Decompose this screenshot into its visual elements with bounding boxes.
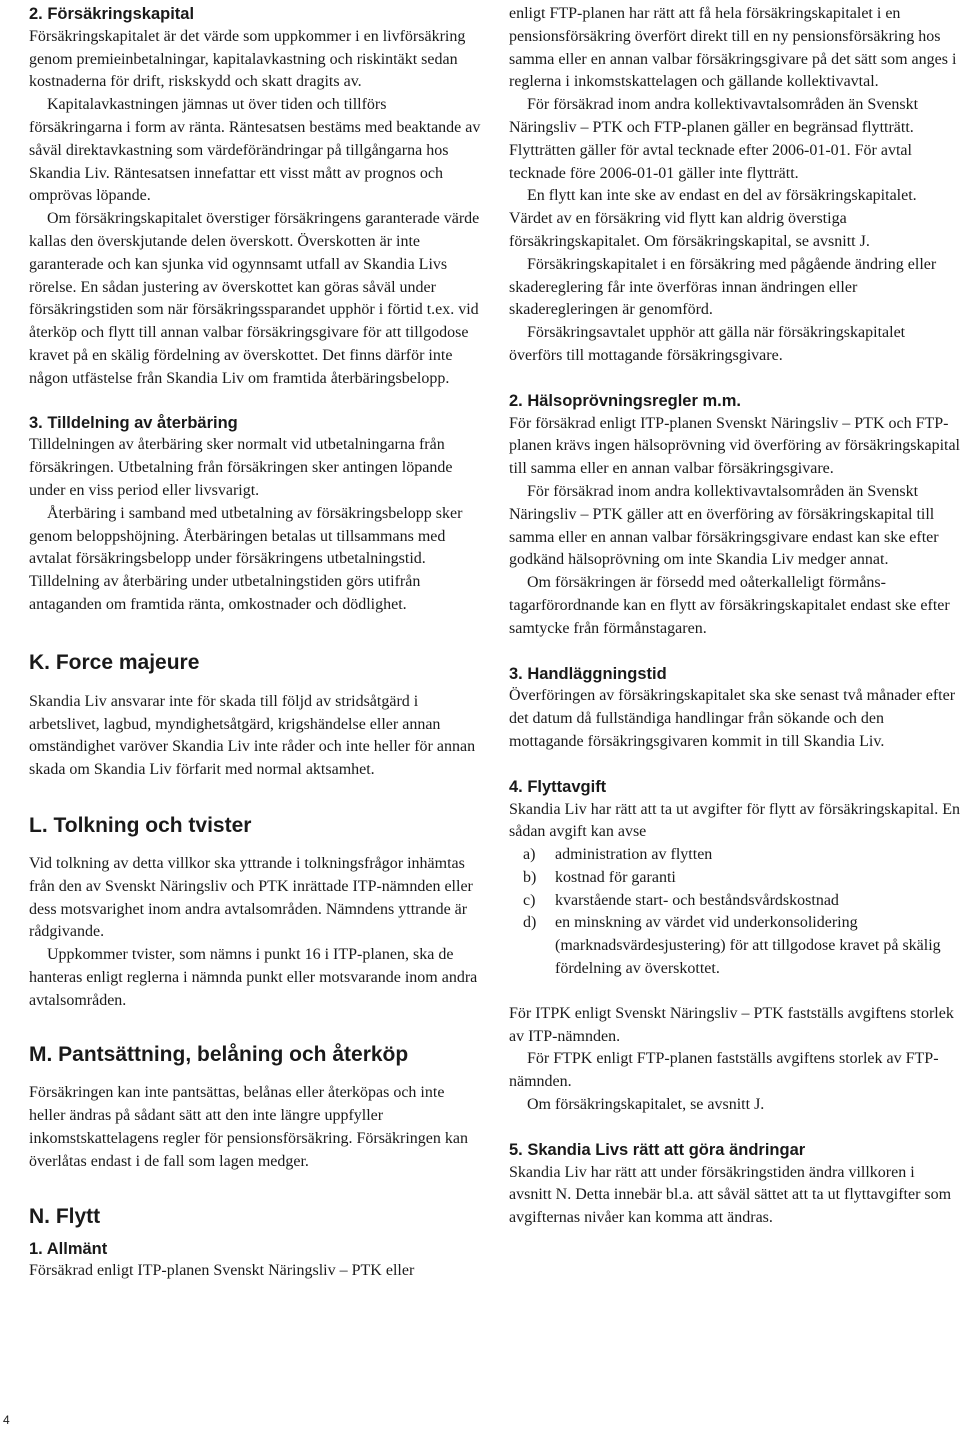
- list-item-text: administration av flytten: [555, 846, 713, 864]
- section-n1-paragraph: En flytt kan inte ske av endast en del av försäkringskapitalet. Värdet av en försäkring vid flytt kan aldrig överstiga försäkringskapitalet. Om försäkringskapital, se avsnitt J.: [509, 187, 917, 250]
- list-item-label: d): [523, 914, 537, 932]
- section-n4-paragraph: Skandia Liv har rätt att ta ut avgifter för flytt av försäkringskapital. En sådan avgift kan avse: [509, 800, 960, 841]
- section-3-heading: 3. Tilldelning av återbäring: [29, 413, 238, 432]
- section-n1-paragraph: Försäkringsavtalet upphör att gälla när försäkringskapitalet överförs till mottagande försäkringsgivare.: [509, 324, 906, 364]
- section-n1-heading: 1. Allmänt: [29, 1239, 108, 1258]
- section-n2-heading: 2. Hälsoprövningsregler m.m.: [509, 391, 741, 410]
- section-2-paragraph: Om försäkringskapitalet överstiger försäkringens garanterade värde kallas den överskjutande delen överskott. Överskotten är inte garanterade och kan sjunka vid ogynnsamt utfall av Skandia Livs rörelse. En sådan justering av överskottet kan göras såväl under försäkringstiden som när försäkringssparandet upphör i förtid t.ex. vid återköp och flytt till annan valbar försäkringsgivare för att tillgodose kravet på en skälig fördelning av överskottet. Det finns därför inte någon utfästelse från Skandia Liv om framtida återbäringsbelopp.: [29, 210, 480, 387]
- section-n3-heading: 3. Handläggningstid: [509, 664, 667, 683]
- section-n5-heading: 5. Skandia Livs rätt att göra ändringar: [509, 1140, 806, 1159]
- section-k-paragraph: Skandia Liv ansvarar inte för skada till följd av stridsåtgärd i arbetslivet, lagbud, myndighetsåtgärd, krigshändelse eller annan omständighet varöver Skandia Liv inte råder och inte heller för annan skada om Skandia Liv förfarit med normal aktsamhet.: [29, 692, 476, 779]
- section-2-paragraph: Försäkringskapitalet är det värde som uppkommer i en livförsäkring genom premieinbetalningar, kapitalavkastning och riskintäkt sedan kostnaderna för drift, riskskydd och skatt dragits av.: [29, 27, 466, 91]
- list-item: [509, 890, 960, 913]
- fee-list: [509, 844, 960, 981]
- section-n5-paragraph: Skandia Liv har rätt att under försäkringstiden ändra villkoren i avsnitt N. Detta innebär bl.a. att såväl sättet att ta ut flyttavgifter som avgifternas nivåer kan komma att ändras.: [509, 1163, 952, 1227]
- list-item-label: c): [523, 891, 536, 909]
- section-n4-paragraph: För ITPK enligt Svenskt Näringsliv – PTK fastställs avgiftens storlek av ITP-nämnden.: [509, 1004, 954, 1045]
- section-n1-paragraph: Försäkringskapitalet i en försäkring med pågående ändring eller skadereglering får inte överföras innan ändringen eller skaderegleringen är genomförd.: [509, 255, 937, 319]
- section-3-paragraph: Återbäring i samband med utbetalning av försäkringsbelopp sker genom beloppshöjning. Återbäringen betalas ut tillsammans med avtalat försäkringsbelopp under försäkringens utbetalningstid. Tilldelning av återbäring under utbetalningstiden görs utifrån antaganden om framtida ränta, omkostnader och dödlighet.: [29, 504, 463, 613]
- list-item-label: a): [523, 846, 536, 864]
- section-n4-paragraph: För FTPK enligt FTP-planen fastställs avgiftens storlek av FTP-nämnden.: [509, 1050, 939, 1091]
- right-column: [509, 0, 960, 1230]
- section-m-paragraph: Försäkringen kan inte pantsättas, belånas eller återköpas och inte heller ändras på sådant sätt att den inte längre uppfyller inkomstskattelagens regler för pensionsförsäkring. Försäkringen kan överlåtas endast i de fall som lagen medger.: [29, 1084, 469, 1170]
- section-l-paragraph: Vid tolkning av detta villkor ska yttrande i tolkningsfrågor inhämtas från den av Svenskt Näringsliv och PTK inrättade ITP-nämnden eller dess motsvarighet inom andra avtalsområden. Nämndens yttrande är rådgivande.: [29, 854, 473, 941]
- section-n2-paragraph: För försäkrad inom andra kollektivavtalsområden än Svenskt Näringsliv – PTK gäller att en överföring av försäkringskapital till samma eller en annan valbar försäkringsgivare endast kan ske efter godkänd hälsoprövning om inte Skandia Liv medger annat.: [509, 482, 939, 569]
- section-3-paragraph: Tilldelningen av återbäring sker normalt vid utbetalningarna från försäkringen. Utbetalning från försäkringen sker antingen löpande under en viss period eller livsvarigt.: [29, 436, 453, 499]
- section-l-paragraph: Uppkommer tvister, som nämns i punkt 16 i ITP-planen, ska de hanteras enligt reglerna i nämnda punkt eller motsvarande inom andra avtalsområden.: [29, 946, 478, 1009]
- list-item: [509, 844, 960, 867]
- section-m-heading: M. Pantsättning, belåning och återköp: [29, 1043, 409, 1067]
- list-item: [509, 912, 960, 980]
- left-column: [29, 0, 483, 1283]
- section-n3-paragraph: Överföringen av försäkringskapitalet ska ske senast två månader efter det datum då fullständiga handlingar från sökande och den mottagande försäkringsgivaren kommit in till Skandia Liv.: [509, 687, 956, 750]
- section-n1-paragraph: För försäkrad inom andra kollektivavtalsområden än Svenskt Näringsliv – PTK och FTP-planen gäller en begränsad flytträtt. Flytträtten gäller för avtal tecknade efter 2006-01-01. För avtal tecknade före 2006-01-01 gäller inte flytträtt.: [509, 96, 919, 182]
- section-n4-heading: 4. Flyttavgift: [509, 777, 607, 796]
- section-n1-paragraph: enligt FTP-planen har rätt att få hela försäkringskapitalet i en pensionsförsäkring överfört direkt till en ny pensionsförsäkring hos samma eller en annan valbar försäkringsgivare på det sätt som anges i reglerna i inkomstskattelagen och gällande kollektivavtal.: [509, 5, 957, 91]
- section-2-heading: 2. Försäkringskapital: [29, 5, 195, 23]
- list-item-text: kvarstående start- och beståndsvårdskostnad: [555, 891, 839, 909]
- list-item-text: kostnad för garanti: [555, 868, 676, 886]
- list-item: [509, 867, 960, 890]
- section-n-heading: N. Flytt: [29, 1204, 101, 1228]
- section-k-heading: K. Force majeure: [29, 650, 200, 674]
- page-number: 4: [3, 1413, 10, 1427]
- section-n2-paragraph: Om försäkringen är försedd med oåterkalleligt förmånstagarförordnande kan en flytt av försäkringskapitalet endast ske efter samtycke från förmånstagaren.: [509, 574, 950, 637]
- section-n2-paragraph: För försäkrad enligt ITP-planen Svenskt Näringsliv – PTK och FTP-planen krävs ingen hälsoprövning vid överföring av försäkringskapital till samma eller en annan valbar försäkringsgivare.: [509, 414, 960, 478]
- list-item-label: b): [523, 868, 537, 886]
- section-l-heading: L. Tolkning och tvister: [29, 813, 252, 837]
- section-n1-paragraph: Försäkrad enligt ITP-planen Svenskt Näringsliv – PTK eller: [29, 1262, 415, 1280]
- list-item-text: en minskning av värdet vid underkonsolidering (marknadsvärdesjustering) för att tillgodose kravet på skälig fördelning av överskottet.: [555, 914, 941, 978]
- section-n4-paragraph: Om försäkringskapitalet, se avsnitt J.: [527, 1096, 765, 1114]
- section-2-paragraph: Kapitalavkastningen jämnas ut över tiden och tillförs försäkringarna i form av ränta. Räntesatsen bestäms med beaktande av såväl direktavkastning som värdeförändringar på tillgångarna hos Skandia Liv. Räntesatsen innefattar ett visst mått av prognos och omprövas löpande.: [29, 96, 481, 205]
